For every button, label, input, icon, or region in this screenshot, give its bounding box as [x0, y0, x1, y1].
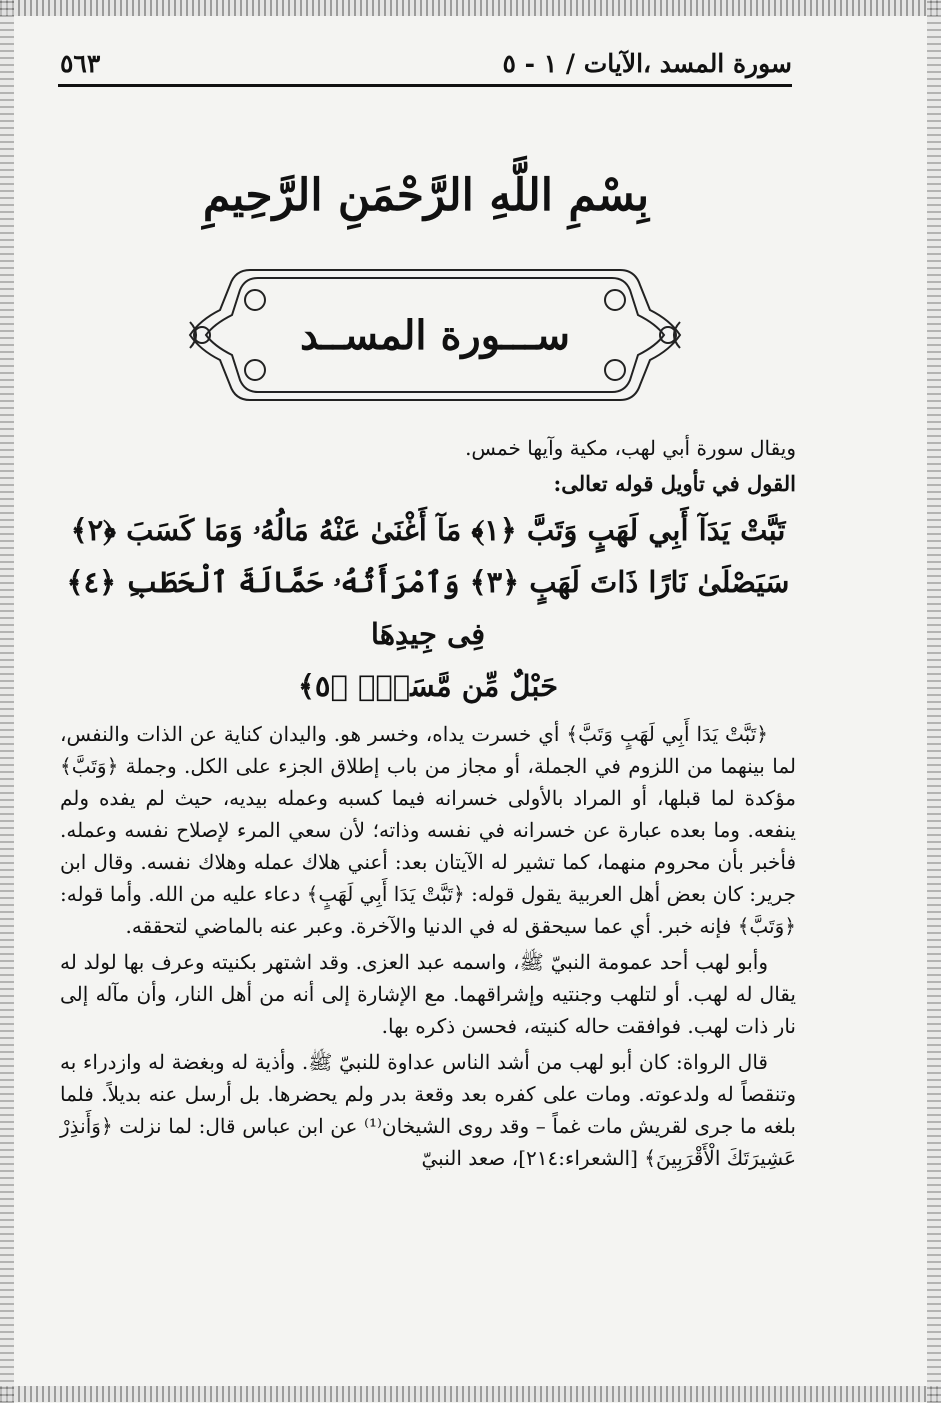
- surah-cartouche: [180, 260, 690, 410]
- verse-line: حَبْلٌ مِّن مَّسَدٍۭ ﴿٥﴾: [297, 669, 559, 703]
- page-border-bottom: [0, 1386, 941, 1402]
- page-border-top: [0, 0, 941, 16]
- header-rule: [58, 84, 792, 87]
- commentary-body: [60, 432, 796, 1174]
- verse-line: تَبَّتْ يَدَآ أَبِي لَهَبٍ وَتَبَّ ﴿١﴾ مَآ أَغْنَىٰ عَنْهُ مَالُهُۥ وَمَا كَسَبَ ﴿٢﴾: [70, 513, 786, 547]
- surah-intro: ويقال سورة أبي لهب، مكية وآيها خمس.: [465, 436, 796, 460]
- paragraph: ﴿تَبَّتْ يَدَا أَبِي لَهَبٍ وَتَبَّ﴾ أي خسرت يداه، وخسر هو. واليدان كناية عن الذات والنفس، لما بينهما من اللزوم في الجملة، أو مجاز من باب إطلاق الجزء على الكل. وجملة ﴿وَتَبَّ﴾ مؤكدة لما قبلها، أو المراد بالأولى خسرانه فيما كسبه وعمله بيديه، حيث لم يفده ولم ينفعه. وما بعده عبارة عن خسرانه في نفسه وذاته؛ لأن سعي المرء لإصلاح نفسه وعمله. فأخبر بأن محروم منهما، كما تشير له الآيتان بعد: أعني هلاك عمله وهلاك نفسه. وقال ابن جرير: كان بعض أهل العربية يقول قوله: ﴿تَبَّتْ يَدَا أَبِي لَهَبٍ﴾ دعاء عليه من الله. وأما قوله: ﴿وَتَبَّ﴾ فإنه خبر. أي عما سيحقق له في الدنيا والآخرة. وعبر عنه بالماضي لتحققه.: [60, 722, 796, 938]
- verse-line: سَيَصْلَىٰ نَارًا ذَاتَ لَهَبٍ ﴿٣﴾ وَٱمْرَأَتُهُۥ حَمَّالَةَ ٱلْحَطَبِ ﴿٤﴾ فِى جِيدِهَا: [66, 565, 790, 651]
- running-title: سورة المسد ،الآيات / ١ - ٥: [502, 48, 792, 78]
- basmala: بِسْمِ اللَّهِ الرَّحْمَنِ الرَّحِيمِ: [202, 170, 650, 221]
- running-header: [60, 42, 792, 84]
- surah-title: ســـورة المســد: [299, 311, 571, 359]
- section-heading: القول في تأويل قوله تعالى:: [553, 471, 796, 496]
- paragraph: وأبو لهب أحد عمومة النبيّ ﷺ، واسمه عبد العزى. وقد اشتهر بكنيته وعرف بها لولد له يقال له لهب. أو لتلهب وجنتيه وإشراقهما. مع الإشارة إلى أنه من أهل النار، وأن مآله إلى نار ذات لهب. فوافقت حاله كنيته، فحسن ذكره بها.: [60, 950, 796, 1038]
- page-number: ٥٦٣: [60, 48, 101, 78]
- page-border-right: [927, 0, 941, 1403]
- quran-verses: [60, 504, 796, 712]
- paragraph: قال الرواة: كان أبو لهب من أشد الناس عداوة للنبيّ ﷺ. وأذية له وبغضة له وازدراء به وتنقصاً له ولدعوته. ومات على كفره بعد وقعة بدر ولم يحضرها. بل أرسل عنه بديلاً. فلما بلغه ما جرى لقريش مات غماً – وقد روى الشيخان⁽¹⁾ عن ابن عباس قال: لما نزلت ﴿وَأَنذِرْ عَشِيرَتَكَ الْأَقْرَبِينَ﴾ [الشعراء:٢١٤]، صعد النبيّ: [60, 1050, 796, 1170]
- page-border-left: [0, 0, 14, 1403]
